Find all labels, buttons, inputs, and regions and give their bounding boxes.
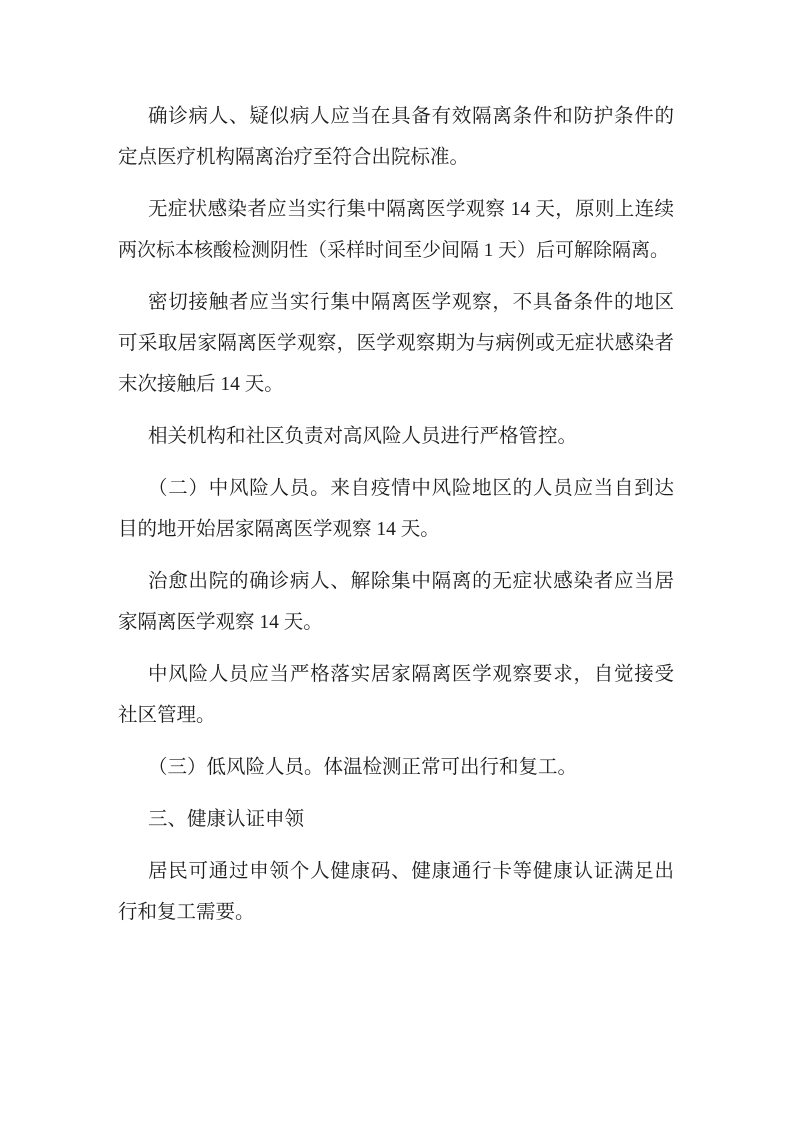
text-line: 确诊病人、疑似病人应当在具备有效隔离条件和防护条件的 <box>148 106 674 127</box>
text-line: （二）中风险人员。来自疫情中风险地区的人员应当自到达 <box>148 478 674 499</box>
text-line: 目的地开始居家隔离医学观察 14 天。 <box>118 519 440 540</box>
text-line: 定点医疗机构隔离治疗至符合出院标准。 <box>118 147 470 168</box>
text-line: 社区管理。 <box>118 705 216 726</box>
confirmed-suspected-cases-paragraph <box>118 96 674 178</box>
section-heading-health-certification <box>118 799 674 840</box>
text-line: 行和复工需要。 <box>118 902 255 923</box>
text-line: 家隔离医学观察 14 天。 <box>118 612 323 633</box>
text-line: 可采取居家隔离医学观察，医学观察期为与病例或无症状感染者 <box>118 333 674 354</box>
medium-risk-requirements-paragraph <box>118 654 674 736</box>
text-line: 治愈出院的确诊病人、解除集中隔离的无症状感染者应当居 <box>148 571 674 592</box>
text-line: 两次标本核酸检测阴性（采样时间至少间隔 1 天）后可解除隔离。 <box>118 240 670 261</box>
health-certification-paragraph <box>118 851 674 933</box>
asymptomatic-infections-paragraph <box>118 189 674 271</box>
text-line: 密切接触者应当实行集中隔离医学观察，不具备条件的地区 <box>148 292 674 313</box>
document-body <box>118 96 674 933</box>
text-line: 相关机构和社区负责对高风险人员进行严格管控。 <box>148 426 578 447</box>
text-line: 末次接触后 14 天。 <box>118 374 284 395</box>
text-line: 居民可通过申领个人健康码、健康通行卡等健康认证满足出 <box>148 861 674 882</box>
low-risk-personnel-paragraph <box>118 747 674 788</box>
close-contacts-paragraph <box>118 282 674 405</box>
text-line: 中风险人员应当严格落实居家隔离医学观察要求，自觉接受 <box>148 664 674 685</box>
text-line: 无症状感染者应当实行集中隔离医学观察 14 天，原则上连续 <box>148 199 674 220</box>
recovered-discharged-paragraph <box>118 561 674 643</box>
section-heading: 三、健康认证申领 <box>148 809 305 830</box>
medium-risk-personnel-paragraph <box>118 468 674 550</box>
text-line: （三）低风险人员。体温检测正常可出行和复工。 <box>148 757 578 778</box>
high-risk-management-paragraph <box>118 416 674 457</box>
